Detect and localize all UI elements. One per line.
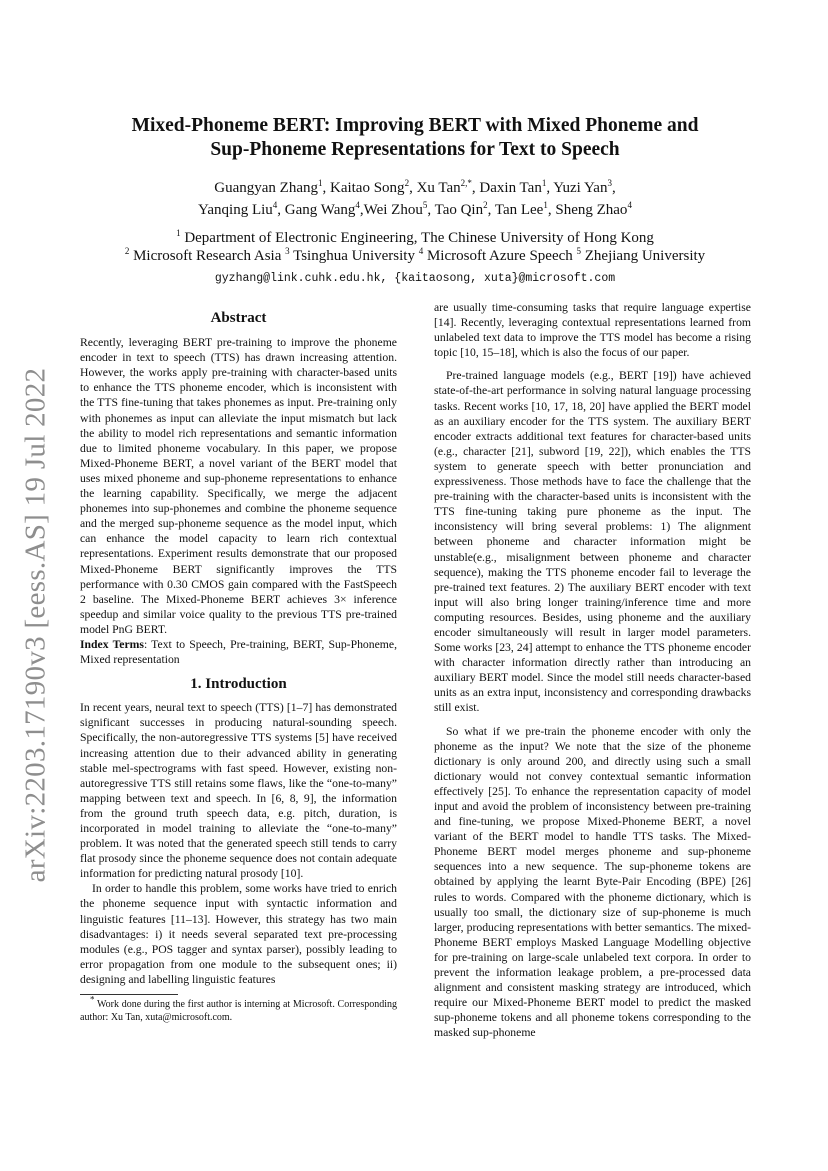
author-affil-mark: 4 <box>272 200 278 210</box>
author-name: Guangyan Zhang <box>214 180 318 196</box>
intro-paragraph-1: In recent years, neural text to speech (TTS) [1–7] has demonstrated significant successes in producing natural-sounding speech. Specifically, the non-autoregressive TTS systems [5] have received increasing attention due to their advanced ability in generating stable mel-spectrograms with fast speed. However, existing non-autoregressive TTS still retains some flaws, like the “one-to-many” mapping between text and speech. In [6, 8, 9], the information from the ground truth speech data, e.g. pitch, duration, is incorporated in model training to alleviate the “one-to-many” problem. It was noted that the generated speech still tends to carry flat prosody since the phoneme sequence does not contain adequate information for predicting natural prosody [10]. <box>80 701 397 881</box>
right-column <box>434 300 751 1041</box>
author-affil-mark: 2 <box>483 200 488 210</box>
right-paragraph-2: Pre-trained language models (e.g., BERT [19]) have achieved state-of-the-art performance in solving natural language processing tasks. Recent works [10, 17, 18, 20] have applied the BERT model as an auxiliary encoder for the TTS system. The auxiliary BERT encoder extracts additional text features for character-based units (e.g., character [21], subword [19, 22]), which enables the TTS system to generate speech with better pronunciation and expressiveness. Those methods have to face the challenge that the pre-training with the character-based units is inconsistent with the TTS fine-tuning taking pure phoneme as the input. The inconsistency will bring several problems: 1) The alignment between phoneme and character information might be unstable(e.g., misalignment between phoneme and character sequence), making the TTS phoneme encoder fail to leverage the pre-trained text features. 2) The auxiliary BERT encoder with text input will also bring longer training/inference time and more computing resources. Besides, using phoneme and the auxiliary encoder simultaneously will result in larger model parameters. Some works [23, 24] attempt to enhance the TTS phoneme encoder with character information directly rather than introducing an auxiliary BERT model. Since the model still needs character-based units as an extra input, inconsistency and corresponding drawbacks still exist. <box>434 369 751 715</box>
affiliation-mark: 3 <box>285 246 290 256</box>
arxiv-identifier-text: arXiv:2203.17190v3 [eess.AS] 19 Jul 2022 <box>19 367 52 883</box>
author-name: Kaitao Song <box>329 180 405 196</box>
author-affil-mark: 2 <box>404 178 410 188</box>
arxiv-identifier <box>6 365 66 885</box>
intro-paragraph-2: In order to handle this problem, some works have tried to enrich the phoneme sequence input with syntactic information and linguistic features [11–13]. However, this strategy has two main disadvantages: i) it needs several separated text pre-processing modules (e.g., POS tagger and syntax parser), possibly leading to error propagation from one module to the subsequent ones; ii) designing and labelling linguistic features <box>80 882 397 986</box>
author-affil-mark: 1 <box>543 200 548 210</box>
author-name: Xu Tan <box>416 180 461 196</box>
index-terms-label: Index Terms <box>80 637 144 651</box>
paper-title <box>90 114 740 162</box>
author-line-2: Yanqing Liu$^4$, Gang Wang$^4$,Wei Zhou$^5$, Tao Qin$^2$, Tan Lee$^1$, Sheng Zhao$^4$ <box>198 200 632 218</box>
author-affil-mark: 4 <box>355 200 360 210</box>
affiliation-mark: 4 <box>418 246 424 256</box>
affiliation-mark: 5 <box>576 246 582 256</box>
index-terms <box>80 637 397 667</box>
footnote-text: Work done during the first author is interning at Microsoft. Corresponding author: Xu Tan, xuta@microsoft.com. <box>80 999 397 1023</box>
author-name: Gang Wang <box>284 202 356 218</box>
author-emails: gyzhang@link.cuhk.edu.hk, {kaitaosong, xuta}@microsoft.com <box>214 272 616 285</box>
author-affil-mark: 1 <box>317 178 323 188</box>
abstract-heading: Abstract <box>210 310 267 326</box>
author-line-1: Guangyan Zhang$^1$, Kaitao Song$^2$, Xu Tan$^{2,*}$, Daxin Tan$^1$, Yuzi Yan$^3$, <box>214 178 616 196</box>
author-name: Yuzi Yan <box>553 180 608 196</box>
right-paragraph-3: So what if we pre-train the phoneme encoder with only the phoneme as the input? We note that the size of the phoneme dictionary is only around 200, and directly using such a small dictionary would not convey contextual semantic information effectively [25]. To enhance the representation capacity of model input and avoid the problem of inconsistency between pre-training and fine-tuning, we propose Mixed-Phoneme BERT, a novel variant of the BERT model to handle TTS tasks. The Mixed-Phoneme BERT model merges phoneme and sup-phoneme sequences into a new sequence. The sup-phoneme tokens are obtained by applying the learnt Byte-Pair Encoding (BPE) [26] rules to words. Compared with the phoneme dictionary, which is usually too small, the dictionary size of sup-phoneme is much larger, producing representations with better semantics. The mixed-Phoneme BERT employs Masked Language Modelling objective for pre-training on large-scale unlabeled text corpora. In order to prevent the information leakage problem, a pre-processed data alignment and consistent masking strategy are introduced, which require our Mixed-Phoneme BERT model to predict the masked sup-phoneme tokens and all phoneme tokens corresponding to the masked sup-phoneme <box>434 724 751 1040</box>
affiliation-mark: 2 <box>124 246 130 256</box>
footnote-mark: * <box>90 994 95 1005</box>
author-name: Sheng Zhao <box>555 202 628 218</box>
author-affil-mark: 3 <box>607 178 612 188</box>
author-name: Yanqing Liu <box>198 202 273 218</box>
right-paragraph-1: are usually time-consuming tasks that require language expertise [14]. Recently, leveraging contextual representations learned from unlabeled text data to improve the TTS model has become a rising topic [10, 15–18], which is also the focus of our paper. <box>434 301 751 360</box>
affiliation-name: Microsoft Azure Speech <box>426 248 573 264</box>
author-list <box>90 177 740 221</box>
affiliation-name: Microsoft Research Asia <box>133 248 282 264</box>
author-affil-mark: 2,* <box>460 178 472 188</box>
author-name: Tao Qin <box>434 202 484 218</box>
title-line-1: Mixed-Phoneme BERT: Improving BERT with Mixed Phoneme and <box>131 115 699 136</box>
affiliation-name: Department of Electronic Engineering, The Chinese University of Hong Kong <box>184 230 654 246</box>
affiliation-line-2 <box>60 247 770 265</box>
introduction-heading: 1. Introduction <box>190 676 287 693</box>
footnote <box>80 994 397 1024</box>
abstract-text: Recently, leveraging BERT pre-training to improve the phoneme encoder in text to speech (TTS) has drawn increasing attention. However, the works apply pre-training with character-based units to enhance the TTS phoneme encoder, which is inconsistent with the TTS fine-tuning that takes phonemes as input. Pre-training only with phonemes as input can alleviate the input mismatch but lack the ability to model rich representations and semantic information due to limited phoneme vocabulary. In this paper, we propose Mixed-Phoneme BERT, a novel variant of the BERT model that uses mixed phoneme and sup-phoneme representations to enhance the learning capability. Specifically, we merge the adjacent phonemes into sup-phonemes and combine the phoneme sequence and the merged sup-phoneme sequence as the model input, which can enhance the model capacity to learn rich contextual representations. Experiment results demonstrate that our proposed Mixed-Phoneme BERT significantly improves the TTS performance with 0.30 CMOS gain compared with the FastSpeech 2 baseline. The Mixed-Phoneme BERT achieves 3× inference speedup and similar voice quality to the previous TTS pre-trained model PnG BERT. <box>80 336 397 636</box>
author-name: Wei Zhou <box>363 202 423 218</box>
author-name: Daxin Tan <box>479 180 542 196</box>
author-name: Tan Lee <box>494 202 544 218</box>
affiliation-name: Tsinghua University <box>293 248 415 264</box>
left-column <box>80 311 397 1024</box>
index-terms-text: : Text to Speech, Pre-training, BERT, Sup-Phoneme, Mixed representation <box>80 637 397 667</box>
author-affil-mark: 4 <box>627 200 632 210</box>
title-line-2: Sup-Phoneme Representations for Text to Speech <box>210 139 620 160</box>
affiliation-mark: 1 <box>176 228 181 238</box>
affiliation-list <box>60 229 770 265</box>
author-affil-mark: 5 <box>422 200 428 210</box>
affiliation-line-1 <box>60 229 770 247</box>
affiliation-name: Zhejiang University <box>584 248 706 264</box>
author-affil-mark: 1 <box>541 178 547 188</box>
